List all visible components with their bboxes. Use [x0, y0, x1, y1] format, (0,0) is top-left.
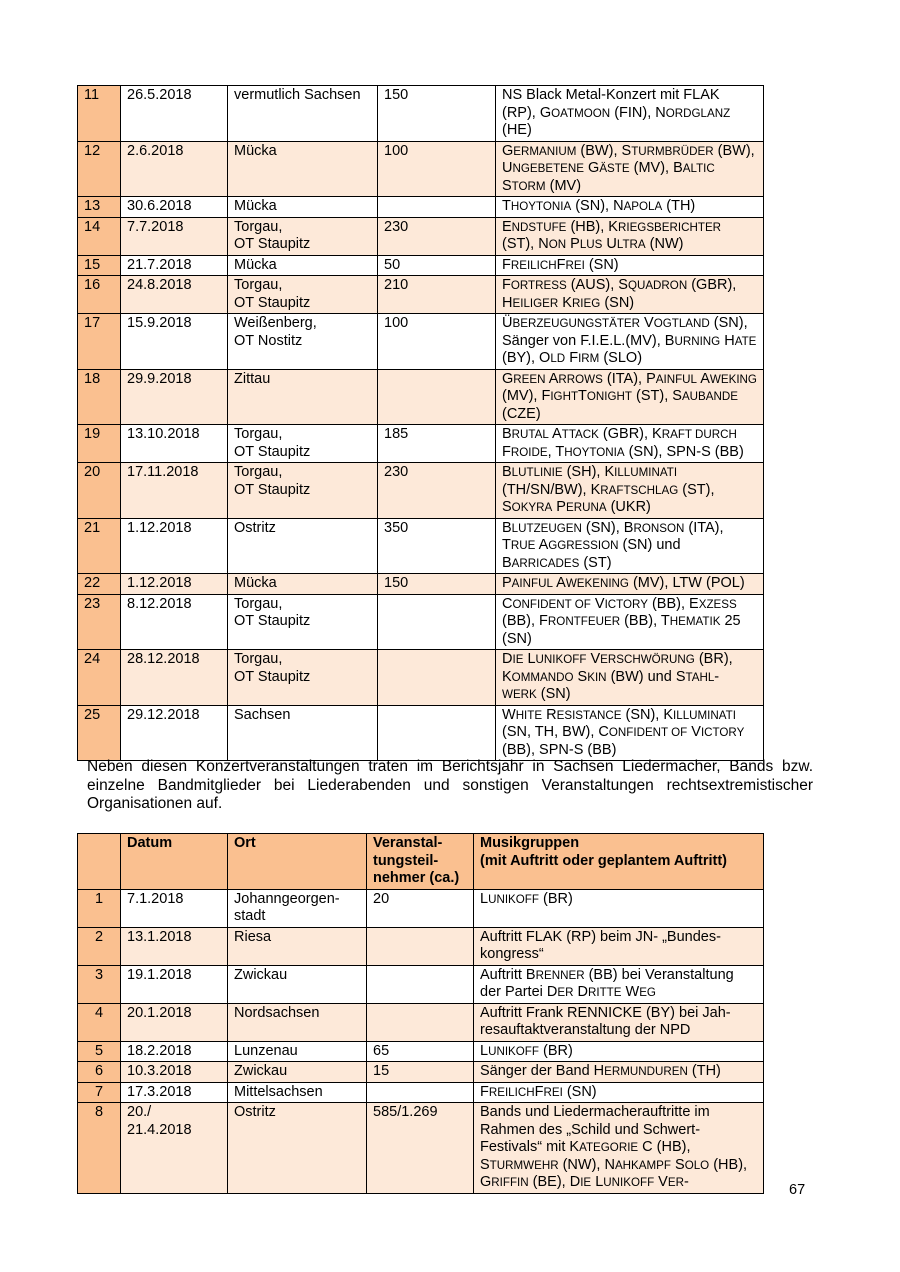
cell-bands: BRUTAL ATTACK (GBR), KRAFT DURCH FROIDE, THOYTONIA (SN), SPN-S (BB)	[496, 425, 764, 463]
cell-participants: 150	[378, 574, 496, 595]
cell-place: Mücka	[228, 255, 378, 276]
table-row	[78, 1082, 764, 1103]
cell-participants	[367, 965, 474, 1003]
cell-nr: 12	[78, 141, 121, 197]
cell-bands: CONFIDENT OF VICTORY (BB), EXZESS (BB), FRONTFEUER (BB), THEMATIK 25 (SN)	[496, 594, 764, 650]
cell-nr: 2	[78, 927, 121, 965]
cell-participants: 15	[367, 1062, 474, 1083]
table-row	[78, 518, 764, 574]
cell-place: Ostritz	[228, 1103, 367, 1194]
cell-nr: 19	[78, 425, 121, 463]
cell-nr: 7	[78, 1082, 121, 1103]
cell-place: Zwickau	[228, 1062, 367, 1083]
cell-bands: Auftritt FLAK (RP) beim JN- „Bundes- kongress“	[474, 927, 764, 965]
cell-date: 19.1.2018	[121, 965, 228, 1003]
cell-nr: 18	[78, 369, 121, 425]
cell-date: 1.12.2018	[121, 518, 228, 574]
cell-participants: 185	[378, 425, 496, 463]
body-paragraph: Neben diesen Konzertveranstaltungen traten im Berichtsjahr in Sachsen Liedermacher, Bands bzw. einzelne Bandmitglieder bei Liederabenden und sonstigen Veranstaltungen rechtsextremistischer Organisationen auf.	[87, 758, 813, 812]
cell-nr: 1	[78, 889, 121, 927]
cell-date: 17.11.2018	[121, 463, 228, 519]
cell-place: Mücka	[228, 197, 378, 218]
cell-bands: NS Black Metal-Konzert mit FLAK (RP), GOATMOON (FIN), NORDGLANZ (HE)	[496, 86, 764, 142]
cell-participants	[367, 1082, 474, 1103]
cell-place: Torgau, OT Staupitz	[228, 217, 378, 255]
cell-bands: Bands und Liedermacherauftritte im Rahmen des „Schild und Schwert- Festivals“ mit KATEGORIE C (HB), STURMWEHR (NW), NAHKAMPF SOLO (HB), GRIFFIN (BE), DIE LUNIKOFF VER-	[474, 1103, 764, 1194]
table-row	[78, 1003, 764, 1041]
cell-participants: 50	[378, 255, 496, 276]
cell-nr: 17	[78, 314, 121, 370]
cell-date: 29.9.2018	[121, 369, 228, 425]
cell-bands: Auftritt BRENNER (BB) bei Veranstaltung der Partei DER DRITTE WEG	[474, 965, 764, 1003]
cell-place: Torgau, OT Staupitz	[228, 463, 378, 519]
table-row	[78, 889, 764, 927]
cell-participants: 585/1.269	[367, 1103, 474, 1194]
cell-place: Sachsen	[228, 705, 378, 761]
cell-nr: 8	[78, 1103, 121, 1194]
table-row	[78, 1103, 764, 1194]
other-events-table-body	[78, 889, 764, 1193]
cell-nr: 14	[78, 217, 121, 255]
table-row	[78, 650, 764, 706]
cell-place: Ostritz	[228, 518, 378, 574]
cell-participants	[378, 594, 496, 650]
cell-bands: FORTRESS (AUS), SQUADRON (GBR), HEILIGER KRIEG (SN)	[496, 276, 764, 314]
cell-nr: 25	[78, 705, 121, 761]
table-row	[78, 314, 764, 370]
table-row	[78, 965, 764, 1003]
cell-nr: 5	[78, 1041, 121, 1062]
cell-date: 20.1.2018	[121, 1003, 228, 1041]
cell-date: 26.5.2018	[121, 86, 228, 142]
cell-place: Mücka	[228, 141, 378, 197]
cell-place: Mittelsachsen	[228, 1082, 367, 1103]
cell-nr: 21	[78, 518, 121, 574]
other-events-table	[77, 833, 764, 1194]
cell-participants: 65	[367, 1041, 474, 1062]
cell-nr: 6	[78, 1062, 121, 1083]
header-nr	[78, 834, 121, 890]
cell-bands: Auftritt Frank RENNICKE (BY) bei Jah- resauftaktveranstaltung der NPD	[474, 1003, 764, 1041]
cell-date: 30.6.2018	[121, 197, 228, 218]
cell-place: Weißenberg, OT Nostitz	[228, 314, 378, 370]
cell-bands: FREILICHFREI (SN)	[496, 255, 764, 276]
cell-date: 28.12.2018	[121, 650, 228, 706]
cell-date: 18.2.2018	[121, 1041, 228, 1062]
cell-place: Torgau, OT Staupitz	[228, 276, 378, 314]
cell-date: 17.3.2018	[121, 1082, 228, 1103]
cell-date: 7.1.2018	[121, 889, 228, 927]
cell-bands: PAINFUL AWEKENING (MV), LTW (POL)	[496, 574, 764, 595]
cell-participants: 230	[378, 463, 496, 519]
cell-participants: 20	[367, 889, 474, 927]
cell-bands: WHITE RESISTANCE (SN), KILLUMINATI (SN, TH, BW), CONFIDENT OF VICTORY (BB), SPN-S (BB)	[496, 705, 764, 761]
cell-date: 1.12.2018	[121, 574, 228, 595]
concerts-table-body	[78, 86, 764, 761]
cell-nr: 22	[78, 574, 121, 595]
table-row	[78, 927, 764, 965]
cell-place: Nordsachsen	[228, 1003, 367, 1041]
cell-date: 29.12.2018	[121, 705, 228, 761]
cell-date: 7.7.2018	[121, 217, 228, 255]
cell-date: 2.6.2018	[121, 141, 228, 197]
cell-date: 24.8.2018	[121, 276, 228, 314]
header-place: Ort	[228, 834, 367, 890]
table-header-row	[78, 834, 764, 890]
cell-nr: 13	[78, 197, 121, 218]
table-row	[78, 425, 764, 463]
cell-nr: 24	[78, 650, 121, 706]
cell-bands: ÜBERZEUGUNGSTÄTER VOGTLAND (SN), Sänger von F.I.E.L.(MV), BURNING HATE (BY), OLD FIRM (SLO)	[496, 314, 764, 370]
cell-nr: 16	[78, 276, 121, 314]
cell-date: 20./ 21.4.2018	[121, 1103, 228, 1194]
table-row	[78, 217, 764, 255]
table-row	[78, 276, 764, 314]
cell-nr: 3	[78, 965, 121, 1003]
cell-place: Torgau, OT Staupitz	[228, 425, 378, 463]
cell-place: Zwickau	[228, 965, 367, 1003]
cell-nr: 11	[78, 86, 121, 142]
cell-bands: LUNIKOFF (BR)	[474, 889, 764, 927]
table-row	[78, 255, 764, 276]
table-row	[78, 574, 764, 595]
cell-bands: FREILICHFREI (SN)	[474, 1082, 764, 1103]
cell-bands: DIE LUNIKOFF VERSCHWÖRUNG (BR), KOMMANDO SKIN (BW) und STAHL- WERK (SN)	[496, 650, 764, 706]
cell-participants	[378, 705, 496, 761]
cell-date: 8.12.2018	[121, 594, 228, 650]
cell-participants	[378, 369, 496, 425]
cell-participants	[378, 197, 496, 218]
table-row	[78, 369, 764, 425]
cell-nr: 20	[78, 463, 121, 519]
cell-nr: 23	[78, 594, 121, 650]
table-row	[78, 86, 764, 142]
header-bands: Musikgruppen (mit Auftritt oder geplantem Auftritt)	[474, 834, 764, 890]
cell-date: 13.1.2018	[121, 927, 228, 965]
cell-date: 21.7.2018	[121, 255, 228, 276]
cell-bands: LUNIKOFF (BR)	[474, 1041, 764, 1062]
page-number: 67	[789, 1182, 806, 1198]
cell-date: 10.3.2018	[121, 1062, 228, 1083]
cell-bands: BLUTZEUGEN (SN), BRONSON (ITA), TRUE AGGRESSION (SN) und BARRICADES (ST)	[496, 518, 764, 574]
table-row	[78, 1041, 764, 1062]
cell-participants: 150	[378, 86, 496, 142]
cell-place: Lunzenau	[228, 1041, 367, 1062]
cell-participants: 230	[378, 217, 496, 255]
cell-place: Torgau, OT Staupitz	[228, 650, 378, 706]
cell-place: Torgau, OT Staupitz	[228, 594, 378, 650]
cell-place: vermutlich Sachsen	[228, 86, 378, 142]
cell-bands: BLUTLINIE (SH), KILLUMINATI (TH/SN/BW), KRAFTSCHLAG (ST), SOKYRA PERUNA (UKR)	[496, 463, 764, 519]
concerts-table	[77, 85, 764, 761]
table-row	[78, 705, 764, 761]
cell-bands: Sänger der Band HERMUNDUREN (TH)	[474, 1062, 764, 1083]
table-row	[78, 141, 764, 197]
cell-date: 13.10.2018	[121, 425, 228, 463]
cell-participants: 210	[378, 276, 496, 314]
table-row	[78, 197, 764, 218]
cell-bands: ENDSTUFE (HB), KRIEGSBERICHTER (ST), NON PLUS ULTRA (NW)	[496, 217, 764, 255]
header-participants: Veranstal- tungsteil- nehmer (ca.)	[367, 834, 474, 890]
cell-nr: 15	[78, 255, 121, 276]
cell-participants: 350	[378, 518, 496, 574]
cell-participants: 100	[378, 141, 496, 197]
cell-participants	[367, 927, 474, 965]
cell-place: Johanngeorgen- stadt	[228, 889, 367, 927]
table-row	[78, 594, 764, 650]
cell-participants: 100	[378, 314, 496, 370]
cell-place: Mücka	[228, 574, 378, 595]
cell-participants	[367, 1003, 474, 1041]
cell-date: 15.9.2018	[121, 314, 228, 370]
cell-bands: GERMANIUM (BW), STURMBRÜDER (BW), UNGEBETENE GÄSTE (MV), BALTIC STORM (MV)	[496, 141, 764, 197]
table-row	[78, 463, 764, 519]
cell-place: Riesa	[228, 927, 367, 965]
header-date: Datum	[121, 834, 228, 890]
cell-bands: THOYTONIA (SN), NAPOLA (TH)	[496, 197, 764, 218]
table-row	[78, 1062, 764, 1083]
cell-bands: GREEN ARROWS (ITA), PAINFUL AWEKING (MV), FIGHTTONIGHT (ST), SAUBANDE (CZE)	[496, 369, 764, 425]
cell-participants	[378, 650, 496, 706]
cell-place: Zittau	[228, 369, 378, 425]
cell-nr: 4	[78, 1003, 121, 1041]
